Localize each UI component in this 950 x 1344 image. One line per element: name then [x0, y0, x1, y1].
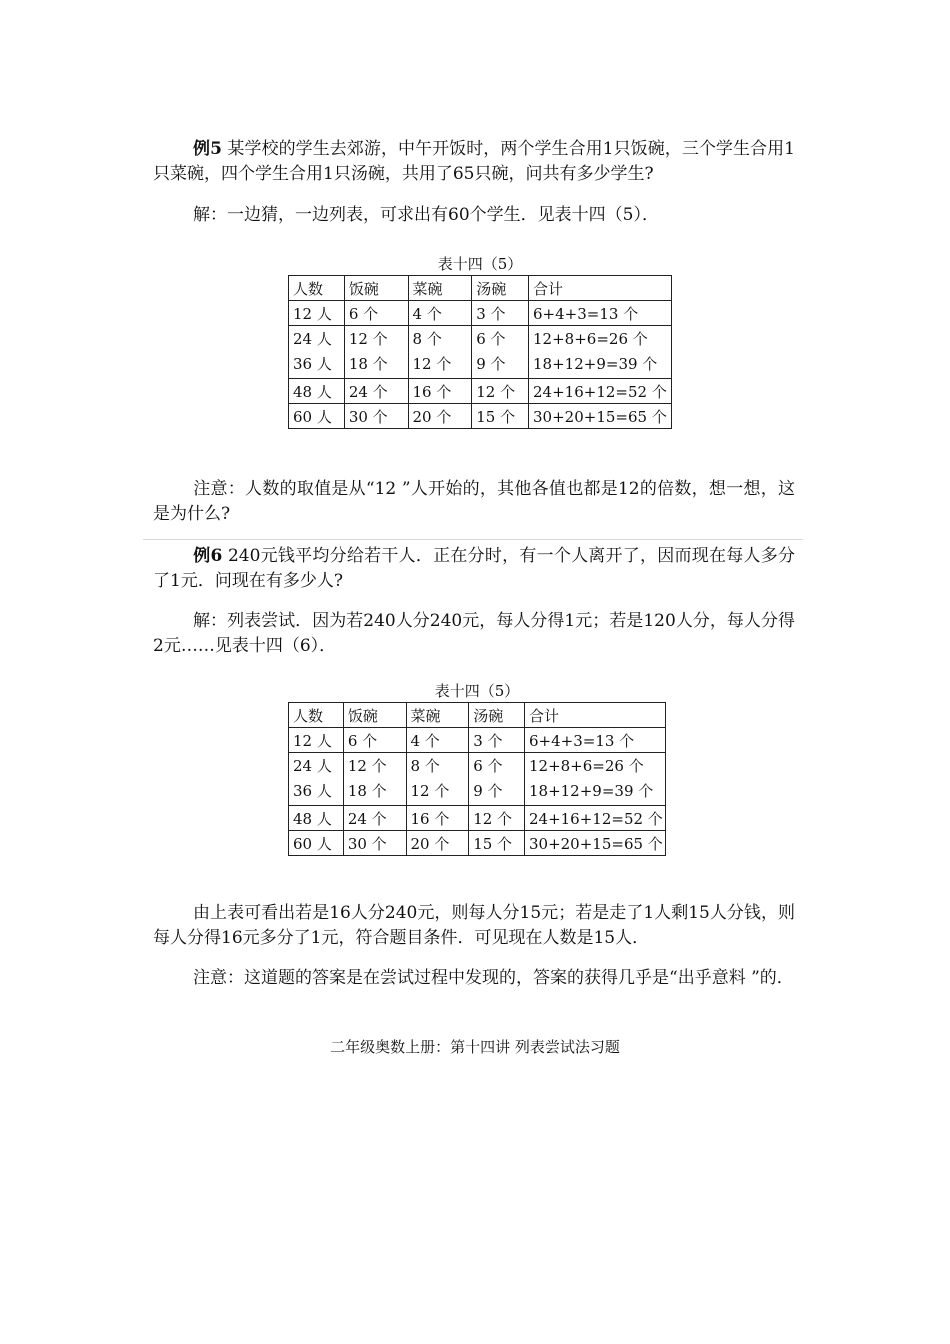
table-header-cell: 汤碗 [469, 703, 525, 728]
table2-caption: 表十四（5） [434, 682, 520, 700]
table2-body [289, 703, 666, 856]
table-cell [408, 301, 472, 326]
table-header-cell: 饭碗 [344, 276, 408, 301]
table-cell [343, 831, 406, 856]
table-cell [469, 806, 525, 831]
table-cell [524, 831, 665, 856]
table-cell [343, 806, 406, 831]
table-header-row [289, 703, 666, 728]
table-cell-text: 8 个 [412, 330, 442, 348]
table-cell-text: 30+20+15=65 个 [533, 407, 667, 426]
table-cell [289, 301, 345, 326]
example6-note [153, 966, 795, 991]
table-cell [289, 806, 344, 831]
table-cell [472, 326, 529, 379]
example6-label: 例6 [193, 546, 223, 566]
table-cell-text: 4 个 [412, 304, 442, 323]
table-cell-text: 12+8+6=26 个 [533, 330, 648, 348]
table-cell-text: 36 人 [293, 355, 332, 373]
table1-caption: 表十四（5） [437, 255, 523, 273]
table-cell-text: 9 个 [473, 782, 503, 800]
table-cell [289, 326, 345, 379]
table-cell [289, 404, 345, 429]
table1-body [289, 276, 672, 429]
table-cell-text: 18+12+9=39 个 [533, 355, 658, 373]
table-header-cell: 人数 [289, 703, 344, 728]
table-cell-text: 24+16+12=52 个 [533, 382, 667, 401]
table-row [289, 301, 672, 326]
table-cell-text: 16 个 [410, 809, 450, 828]
table-cell-text: 60 人 [293, 834, 332, 853]
table-cell-text: 6 个 [347, 731, 378, 750]
table-cell-text: 6 个 [348, 304, 379, 323]
section-divider [143, 539, 803, 540]
table-cell-text: 24 人 [293, 757, 332, 775]
table1 [288, 275, 672, 429]
example5-problem-text: 某学校的学生去郊游，中午开饭时，两个学生合用1只饭碗，三个学生合用1只菜碗，四个学生合用1只汤碗，共用了65只碗，问共有多少学生? [153, 139, 795, 184]
table-cell [344, 404, 408, 429]
example5-solution [153, 203, 795, 228]
table-cell [343, 753, 406, 806]
table-cell-text: 15 个 [476, 407, 516, 426]
table-header-cell: 合计 [524, 703, 665, 728]
example5-label: 例5 [193, 139, 222, 159]
table-cell-text: 15 个 [473, 834, 513, 853]
table-cell-text: 3 个 [473, 731, 503, 750]
table-cell-text: 12 个 [412, 355, 452, 373]
table-cell [472, 301, 529, 326]
table-cell-text: 24 人 [293, 330, 332, 348]
table-cell-text: 8 个 [410, 757, 440, 775]
table-cell [524, 753, 665, 806]
table-cell [529, 301, 672, 326]
table-cell-text: 12 人 [293, 304, 332, 323]
table-cell-text: 4 个 [410, 731, 440, 750]
table-cell-text: 60 人 [293, 407, 332, 426]
table-cell [524, 806, 665, 831]
table-cell [469, 753, 525, 806]
table-cell [289, 753, 344, 806]
table-cell-text: 24 个 [347, 809, 387, 828]
table-cell-text: 12 个 [347, 757, 387, 775]
table-cell-text: 6 个 [476, 330, 506, 348]
table-cell-text: 18 个 [347, 782, 387, 800]
example6-problem-text: 240元钱平均分给若干人．正在分时，有一个人离开了，因而现在每人多分了1元．问现在有多少人? [153, 546, 795, 591]
table-cell [289, 379, 345, 404]
example5-solution-text: 解：一边猜，一边列表，可求出有60个学生．见表十四（5）． [193, 205, 659, 225]
table-cell-text: 12 人 [293, 731, 332, 750]
table-cell [529, 326, 672, 379]
table-cell-text: 20 个 [410, 834, 450, 853]
table-cell [289, 831, 344, 856]
table-cell [344, 326, 408, 379]
example6-solution [153, 609, 795, 659]
table-cell [469, 831, 525, 856]
table-row [289, 404, 672, 429]
table-row [289, 831, 666, 856]
table-header-cell: 菜碗 [408, 276, 472, 301]
table-cell [408, 379, 472, 404]
table-cell-text: 3 个 [476, 304, 506, 323]
table-cell [406, 806, 469, 831]
table-cell [289, 728, 344, 753]
example6-note-text: 注意：这道题的答案是在尝试过程中发现的，答案的获得几乎是“出乎意料 ”的． [193, 968, 794, 988]
example6-conclusion [153, 901, 795, 951]
table-cell [343, 728, 406, 753]
table-cell [469, 728, 525, 753]
example5-problem [153, 137, 795, 187]
table-cell [344, 379, 408, 404]
table-cell [529, 379, 672, 404]
table-cell-text: 12 个 [348, 330, 388, 348]
table-cell-text: 36 人 [293, 782, 332, 800]
table-cell-text: 12 个 [473, 809, 513, 828]
example6-solution-text: 解：列表尝试．因为若240人分240元，每人分得1元；若是120人分，每人分得2元……见表十四（6）． [153, 611, 795, 656]
table-cell-text: 30 个 [348, 407, 388, 426]
example5-note-text: 注意：人数的取值是从“12 ”人开始的，其他各值也都是12的倍数，想一想，这是为什么? [153, 479, 795, 524]
table-cell-text: 6+4+3=13 个 [528, 731, 635, 750]
table-cell-text: 6 个 [473, 757, 503, 775]
table-row [289, 753, 666, 806]
table-cell-text: 6+4+3=13 个 [533, 304, 639, 323]
table-row [289, 379, 672, 404]
table-cell-text: 18 个 [348, 355, 388, 373]
table-cell [408, 326, 472, 379]
table-header-cell: 合计 [529, 276, 672, 301]
table-cell [472, 404, 529, 429]
table-cell [344, 301, 408, 326]
table-cell [408, 404, 472, 429]
table-cell [406, 831, 469, 856]
table-cell [406, 753, 469, 806]
table-header-cell: 人数 [289, 276, 345, 301]
table-cell-text: 48 人 [293, 809, 332, 828]
table-cell [529, 404, 672, 429]
table-cell-text: 12 个 [476, 382, 516, 401]
table-row [289, 326, 672, 379]
table-header-cell: 饭碗 [343, 703, 406, 728]
table-cell-text: 16 个 [412, 382, 452, 401]
example6-conclusion-text: 由上表可看出若是16人分240元，则每人分15元；若是走了1人剩15人分钱，则每人分得16元多分了1元，符合题目条件．可见现在人数是15人． [153, 903, 795, 948]
example5-note [153, 477, 795, 527]
example6-problem [153, 544, 795, 594]
table-row [289, 728, 666, 753]
table-cell-text: 30 个 [347, 834, 387, 853]
table-cell [472, 379, 529, 404]
table-cell [406, 728, 469, 753]
table-cell-text: 12 个 [410, 782, 450, 800]
table-cell-text: 12+8+6=26 个 [528, 757, 644, 775]
table-cell-text: 20 个 [412, 407, 452, 426]
table-header-row [289, 276, 672, 301]
table-header-cell: 汤碗 [472, 276, 529, 301]
table-row [289, 806, 666, 831]
table-cell-text: 18+12+9=39 个 [528, 782, 654, 800]
table-header-cell: 菜碗 [406, 703, 469, 728]
table-cell-text: 24 个 [348, 382, 388, 401]
table2 [288, 702, 666, 856]
table-cell-text: 48 人 [293, 382, 332, 401]
table-cell-text: 24+16+12=52 个 [528, 809, 663, 828]
page-footer: 二年级奥数上册：第十四讲 列表尝试法习题 [330, 1038, 620, 1056]
table-cell [524, 728, 665, 753]
table-cell-text: 30+20+15=65 个 [528, 834, 663, 853]
table-cell-text: 9 个 [476, 355, 506, 373]
